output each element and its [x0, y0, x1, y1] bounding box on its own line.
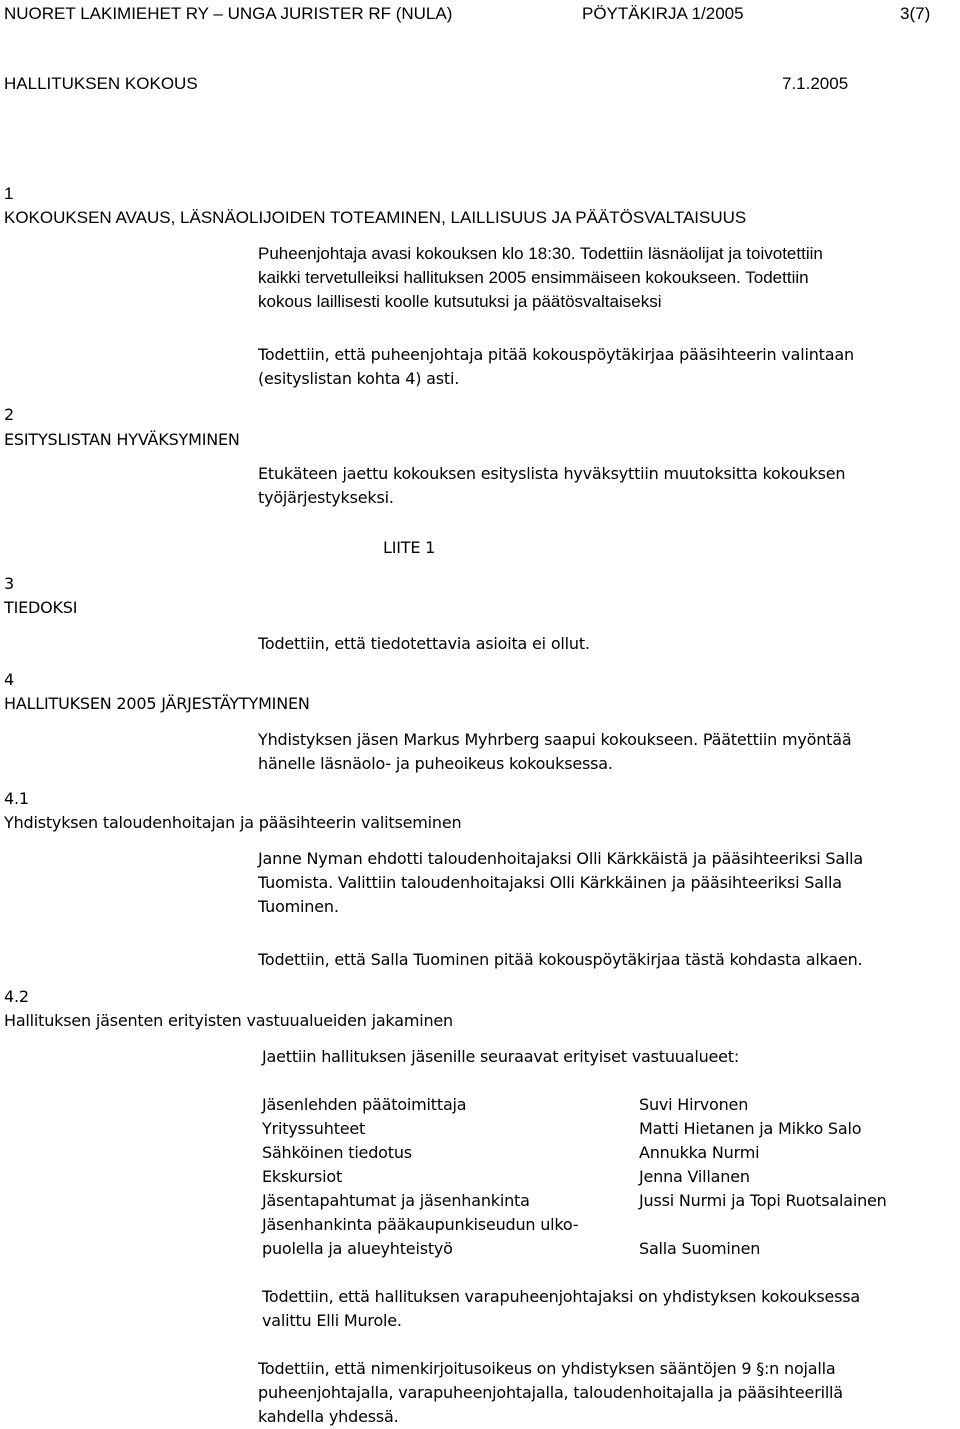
section-4-2-title: Hallituksen jäsenten erityisten vastuualueiden jakaminen [4, 1011, 453, 1030]
section-4-1-body [258, 847, 863, 919]
table-row-person [639, 1141, 759, 1165]
responsible-person: Jussi Nurmi ja Topi Ruotsalainen [639, 1191, 887, 1210]
text-line: kaikki tervetulleiksi hallituksen 2005 ensimmäiseen kokoukseen. Todettiin [258, 268, 809, 287]
section-4-2-intro: Jaettiin hallituksen jäsenille seuraavat erityiset vastuualueet: [262, 1047, 740, 1066]
section-2-number: 2 [4, 405, 14, 424]
responsible-person: Jenna Villanen [639, 1167, 750, 1186]
section-3-number: 3 [4, 574, 14, 593]
section-1-note [258, 343, 854, 391]
table-row [262, 1117, 365, 1141]
responsibility-area: Sähköinen tiedotus [262, 1143, 412, 1162]
meeting-date: 7.1.2005 [782, 74, 849, 93]
text-line: Puheenjohtaja avasi kokouksen klo 18:30. Todettiin läsnäolijat ja toivotettiin [258, 244, 823, 263]
section-2-body [258, 462, 845, 510]
section-4-1-number: 4.1 [4, 789, 29, 808]
responsibility-area: Ekskursiot [262, 1167, 343, 1186]
section-1-body [258, 242, 823, 314]
section-1-number: 1 [4, 184, 14, 203]
section-4-2-number: 4.2 [4, 987, 29, 1006]
responsibility-area: puolella ja alueyhteistyö [262, 1239, 453, 1258]
responsibility-area: Jäsentapahtumat ja jäsenhankinta [262, 1191, 530, 1210]
responsibility-area: Jäsenlehden päätoimittaja [262, 1095, 467, 1114]
text-line: puheenjohtajalla, varapuheenjohtajalla, taloudenhoitajalla ja pääsihteerillä [258, 1383, 843, 1402]
section-4-body [258, 728, 851, 776]
text-line: Todettiin, että hallituksen varapuheenjohtajaksi on yhdistyksen kokouksessa [262, 1287, 861, 1306]
text-line: Todettiin, että puheenjohtaja pitää kokouspöytäkirjaa pääsihteerin valintaan [258, 345, 854, 364]
table-row-person [639, 1117, 861, 1141]
section-4-1-note: Todettiin, että Salla Tuominen pitää kokouspöytäkirjaa tästä kohdasta alkaen. [258, 950, 863, 969]
section-4-number: 4 [4, 670, 14, 689]
section-4-title: HALLITUKSEN 2005 JÄRJESTÄYTYMINEN [4, 694, 310, 713]
section-2-title: ESITYSLISTAN HYVÄKSYMINEN [4, 430, 240, 449]
text-line: kokous laillisesti koolle kutsutuksi ja päätösvaltaiseksi [258, 292, 662, 311]
text-line: työjärjestykseksi. [258, 488, 394, 507]
text-line: (esityslistan kohta 4) asti. [258, 369, 460, 388]
page-number: 3(7) [900, 4, 931, 23]
section-3-title: TIEDOKSI [4, 598, 78, 617]
text-line: kahdella yhdessä. [258, 1407, 399, 1426]
text-line: Janne Nyman ehdotti taloudenhoitajaksi Olli Kärkkäistä ja pääsihteeriksi Salla [258, 849, 864, 868]
text-line: Tuomista. Valittiin taloudenhoitajaksi Olli Kärkkäinen ja pääsihteeriksi Salla [258, 873, 842, 892]
table-row-person [639, 1237, 760, 1261]
responsible-person: Matti Hietanen ja Mikko Salo [639, 1119, 862, 1138]
responsible-person: Annukka Nurmi [639, 1143, 760, 1162]
table-row [262, 1165, 342, 1189]
document-title: PÖYTÄKIRJA 1/2005 [582, 4, 744, 23]
text-line: hänelle läsnäolo- ja puheoikeus kokouksessa. [258, 754, 613, 773]
vice-chair-note [262, 1285, 860, 1333]
text-line: valittu Elli Murole. [262, 1311, 402, 1330]
text-line: Yhdistyksen jäsen Markus Myhrberg saapui kokoukseen. Päätettiin myöntää [258, 730, 852, 749]
organization-name: NUORET LAKIMIEHET RY – UNGA JURISTER RF (NULA) [4, 4, 453, 23]
signature-rights-note [258, 1357, 843, 1429]
responsible-person: Salla Suominen [639, 1239, 761, 1258]
table-row-person [639, 1189, 887, 1213]
table-row-person [639, 1165, 750, 1189]
table-row [262, 1141, 412, 1165]
text-line: Etukäteen jaettu kokouksen esityslista hyväksyttiin muutoksitta kokouksen [258, 464, 846, 483]
meeting-title: HALLITUKSEN KOKOUS [4, 74, 198, 93]
section-3-body: Todettiin, että tiedotettavia asioita ei ollut. [258, 634, 590, 653]
text-line: Todettiin, että nimenkirjoitusoikeus on yhdistyksen sääntöjen 9 §:n nojalla [258, 1359, 836, 1378]
table-row [262, 1213, 578, 1237]
table-row [262, 1189, 530, 1213]
table-row [262, 1093, 466, 1117]
table-row-person [639, 1093, 748, 1117]
responsibility-area: Jäsenhankinta pääkaupunkiseudun ulko- [262, 1215, 579, 1234]
responsible-person: Suvi Hirvonen [639, 1095, 749, 1114]
responsibility-area: Yrityssuhteet [262, 1119, 366, 1138]
text-line: Tuominen. [258, 897, 339, 916]
table-row [262, 1237, 453, 1261]
section-4-1-title: Yhdistyksen taloudenhoitajan ja pääsihteerin valitseminen [4, 813, 462, 832]
section-1-title: KOKOUKSEN AVAUS, LÄSNÄOLIJOIDEN TOTEAMINEN, LAILLISUUS JA PÄÄTÖSVALTAISUUS [4, 208, 747, 227]
attachment-label: LIITE 1 [383, 538, 436, 557]
